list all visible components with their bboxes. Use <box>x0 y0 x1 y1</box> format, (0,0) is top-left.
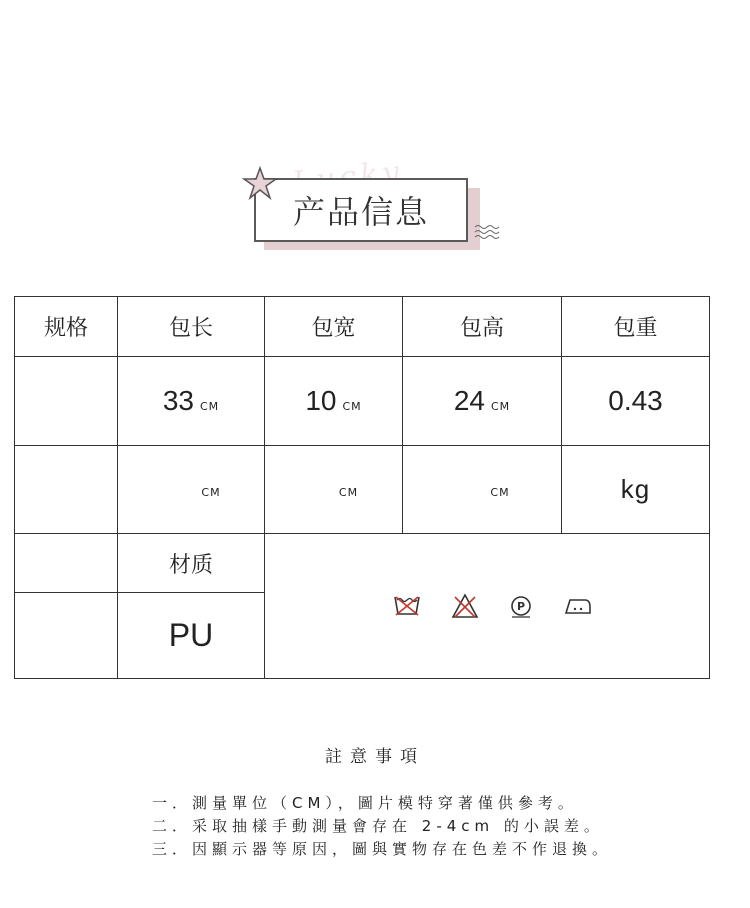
care-icons <box>277 593 709 619</box>
notes-title: 註意事項 <box>325 747 425 767</box>
height-cell <box>403 446 562 534</box>
width-cell <box>265 357 403 446</box>
length-unit: CM <box>201 486 221 499</box>
row-label <box>15 593 118 679</box>
length-value: 33 <box>162 385 194 416</box>
iron-icon <box>563 595 593 617</box>
row-label <box>15 534 118 593</box>
dry-clean-p-icon <box>509 594 533 618</box>
length-cell <box>118 357 265 446</box>
width-cell <box>265 446 403 534</box>
width-unit: CM <box>342 400 362 413</box>
height-unit: CM <box>490 400 511 413</box>
length-cell <box>118 446 265 534</box>
width-value: 10 <box>305 385 337 416</box>
weight-value: 0.43 <box>608 385 663 416</box>
header-width: 包宽 <box>265 297 403 357</box>
weight-cell <box>562 357 710 446</box>
list-item: 一．測量單位（CM），圖片模特穿著僅供參考。 <box>152 794 578 812</box>
page-title: 产品信息 <box>254 178 468 242</box>
list-item: 三．因顯示器等原因，圖與實物存在色差不作退換。 <box>152 840 613 858</box>
wave-lines-icon <box>474 224 502 240</box>
no-machine-wash-icon <box>393 594 421 618</box>
table-row <box>15 446 710 534</box>
height-cell <box>403 357 562 446</box>
no-bleach-icon <box>451 593 479 619</box>
row-label <box>15 446 118 534</box>
table-row <box>15 534 710 593</box>
header-spec: 规格 <box>15 297 118 357</box>
header-row <box>15 297 710 357</box>
height-unit: CM <box>490 486 510 499</box>
title-section <box>242 160 512 260</box>
header-length: 包长 <box>118 297 265 357</box>
svg-text:P: P <box>516 600 526 613</box>
table-row <box>15 357 710 446</box>
row-label <box>15 357 118 446</box>
weight-unit: kg <box>620 474 651 504</box>
material-value <box>118 593 265 679</box>
header-height: 包高 <box>403 297 562 357</box>
list-item: 二．采取抽樣手動測量會存在 2-4cm 的小誤差。 <box>152 817 604 835</box>
star-icon <box>242 166 278 202</box>
material-value-text: PU <box>168 617 214 653</box>
care-cell <box>265 534 710 679</box>
notes-section <box>0 742 750 858</box>
spec-table <box>14 296 710 679</box>
length-unit: CM <box>199 400 220 413</box>
material-label: 材质 <box>118 534 265 593</box>
weight-cell <box>562 446 710 534</box>
notes-list <box>152 792 612 861</box>
height-value: 24 <box>453 385 485 416</box>
header-weight: 包重 <box>562 297 710 357</box>
width-unit: CM <box>338 486 359 499</box>
